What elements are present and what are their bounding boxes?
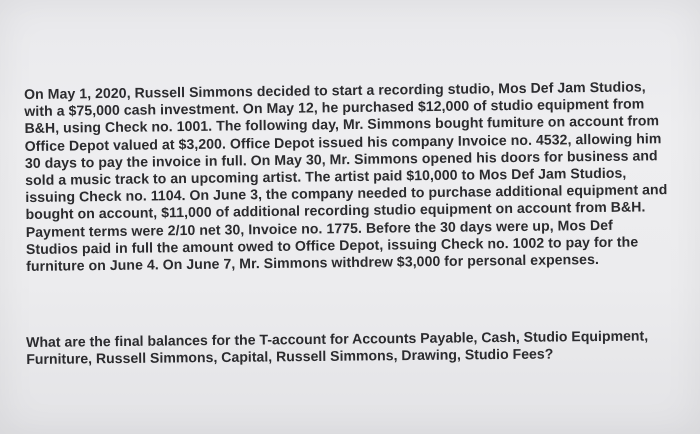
problem-line: B&H, using Check no. 1001. The following day, Mr. Simmons bought fumiture on account from <box>24 112 660 137</box>
problem-line: bought on account, $11,000 of additional recording studio equipment on account from B&H. <box>25 198 646 223</box>
question-paragraph <box>26 327 676 368</box>
question-line: Furniture, Russell Simmons, Capital, Russell Simmons, Drawing, Studio Fees? <box>26 345 554 368</box>
problem-line: sold a music track to an upcoming artist. The artist paid $10,000 to Mos Def Jam Studios, <box>25 164 627 188</box>
problem-paragraph <box>24 78 678 275</box>
problem-line: 30 days to pay the invoice in full. On May 30, Mr. Simmons opened his doors for business and <box>24 147 658 171</box>
problem-line: with a $75,000 cash investment. On May 12, he purchased $12,000 of studio equipment from <box>24 95 645 120</box>
problem-line: furniture on June 4. On June 7, Mr. Simmons withdrew $3,000 for personal expenses. <box>26 250 599 274</box>
problem-line: Studios paid in full the amount owed to Office Depot, issuing Check no. 1002 to pay for the <box>25 233 639 257</box>
problem-line: Office Depot valued at $3,200. Office Depot issued his company Invoice no. 4532, allowing him <box>24 129 662 154</box>
question-line: What are the final balances for the T-account for Accounts Payable, Cash, Studio Equipment, <box>26 327 649 350</box>
problem-line: issuing Check no. 1104. On June 3, the company needed to purchase additional equipment and <box>25 181 668 206</box>
problem-line: On May 1, 2020, Russell Simmons decided to start a recording studio, Mos Def Jam Studios, <box>24 78 646 102</box>
problem-line: Payment terms were 2/10 net 30, Invoice no. 1775. Before the 30 days were up, Mos Def <box>25 216 613 240</box>
